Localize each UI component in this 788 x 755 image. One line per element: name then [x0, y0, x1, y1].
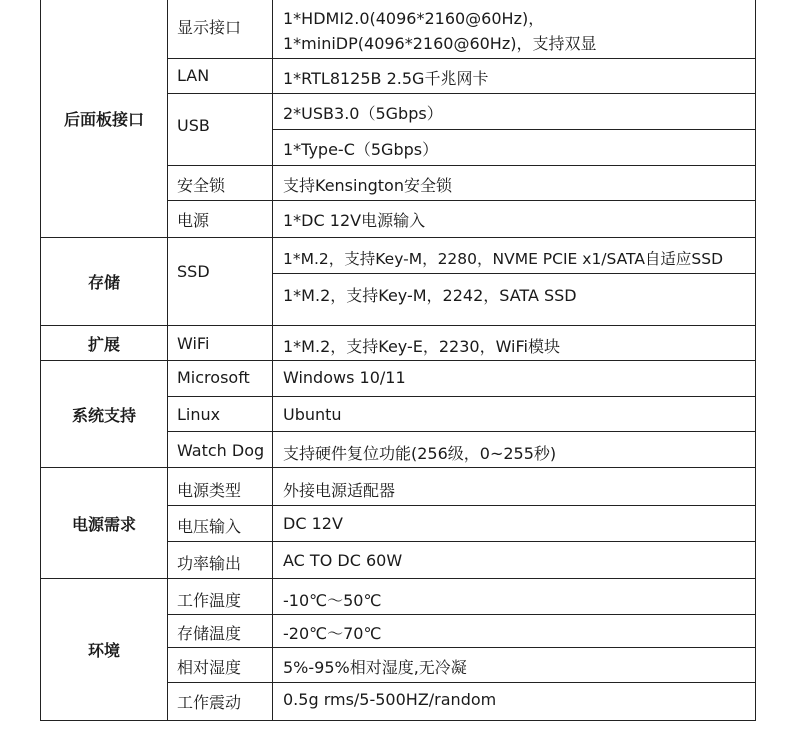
row-line	[167, 200, 756, 201]
spec-key: SSD	[177, 262, 210, 281]
spec-value: 支持Kensington安全锁	[283, 176, 452, 195]
table-border-bottom	[40, 720, 756, 721]
row-line	[272, 129, 756, 130]
row-line	[167, 93, 756, 94]
row-line	[167, 614, 756, 615]
category-rear-panel: 后面板接口	[63, 110, 144, 129]
spec-key: Linux	[177, 405, 221, 424]
spec-key: 电源类型	[177, 481, 242, 500]
spec-key: 显示接口	[177, 18, 242, 37]
spec-key: Microsoft	[177, 368, 250, 387]
spec-key: 工作温度	[177, 591, 242, 610]
spec-key: 安全锁	[177, 176, 226, 195]
spec-value: 1*M.2，支持Key-M，2242，SATA SSD	[283, 286, 577, 305]
category-storage: 存储	[87, 273, 120, 292]
spec-value: Ubuntu	[283, 405, 342, 424]
spec-value: Windows 10/11	[283, 368, 406, 387]
spec-key: USB	[177, 116, 210, 135]
spec-value: 0.5g rms/5-500HZ/random	[283, 690, 497, 709]
spec-value: 1*DC 12V电源输入	[283, 211, 426, 230]
row-line	[167, 396, 756, 397]
row-line	[167, 647, 756, 648]
spec-value: AC TO DC 60W	[283, 551, 403, 570]
row-line	[167, 58, 756, 59]
category-power: 电源需求	[71, 514, 136, 534]
spec-value: 2*USB3.0（5Gbps）	[283, 104, 443, 123]
spec-value: -20℃～70℃	[283, 624, 382, 643]
spec-value: 1*miniDP(4096*2160@60Hz)，支持双显	[283, 34, 597, 53]
row-line	[167, 431, 756, 432]
spec-value: 1*HDMI2.0(4096*2160@60Hz)，	[283, 9, 545, 28]
category-os-support: 系统支持	[71, 405, 136, 425]
spec-value: 5%-95%相对湿度,无冷凝	[283, 658, 467, 677]
spec-key: Watch Dog	[177, 441, 265, 460]
spec-key: WiFi	[177, 334, 210, 353]
category-expansion: 扩展	[87, 334, 120, 354]
spec-key: 相对湿度	[177, 658, 242, 677]
spec-key: 电压输入	[177, 517, 242, 536]
category-environment: 环境	[87, 641, 120, 660]
spec-key: 功率输出	[177, 554, 242, 573]
spec-value: 外接电源适配器	[283, 481, 396, 500]
spec-key: 电源	[177, 211, 210, 230]
row-line	[167, 541, 756, 542]
spec-value: 1*M.2，支持Key-M，2280，NVME PCIE x1/SATA自适应SSD	[283, 250, 724, 268]
spec-value: 支持硬件复位功能(256级，0~255秒)	[283, 444, 557, 463]
row-line	[167, 165, 756, 166]
spec-value: 1*M.2，支持Key-E，2230，WiFi模块	[283, 337, 560, 356]
row-line	[272, 273, 756, 274]
row-line	[167, 505, 756, 506]
spec-key: 工作震动	[177, 693, 242, 712]
spec-key: 存储温度	[177, 624, 242, 643]
row-line	[167, 682, 756, 683]
spec-value: 1*RTL8125B 2.5G千兆网卡	[283, 69, 489, 88]
spec-value: 1*Type-C（5Gbps）	[283, 140, 439, 159]
spec-value: -10℃～50℃	[283, 591, 382, 610]
spec-value: DC 12V	[283, 514, 343, 533]
spec-key: LAN	[177, 66, 210, 85]
